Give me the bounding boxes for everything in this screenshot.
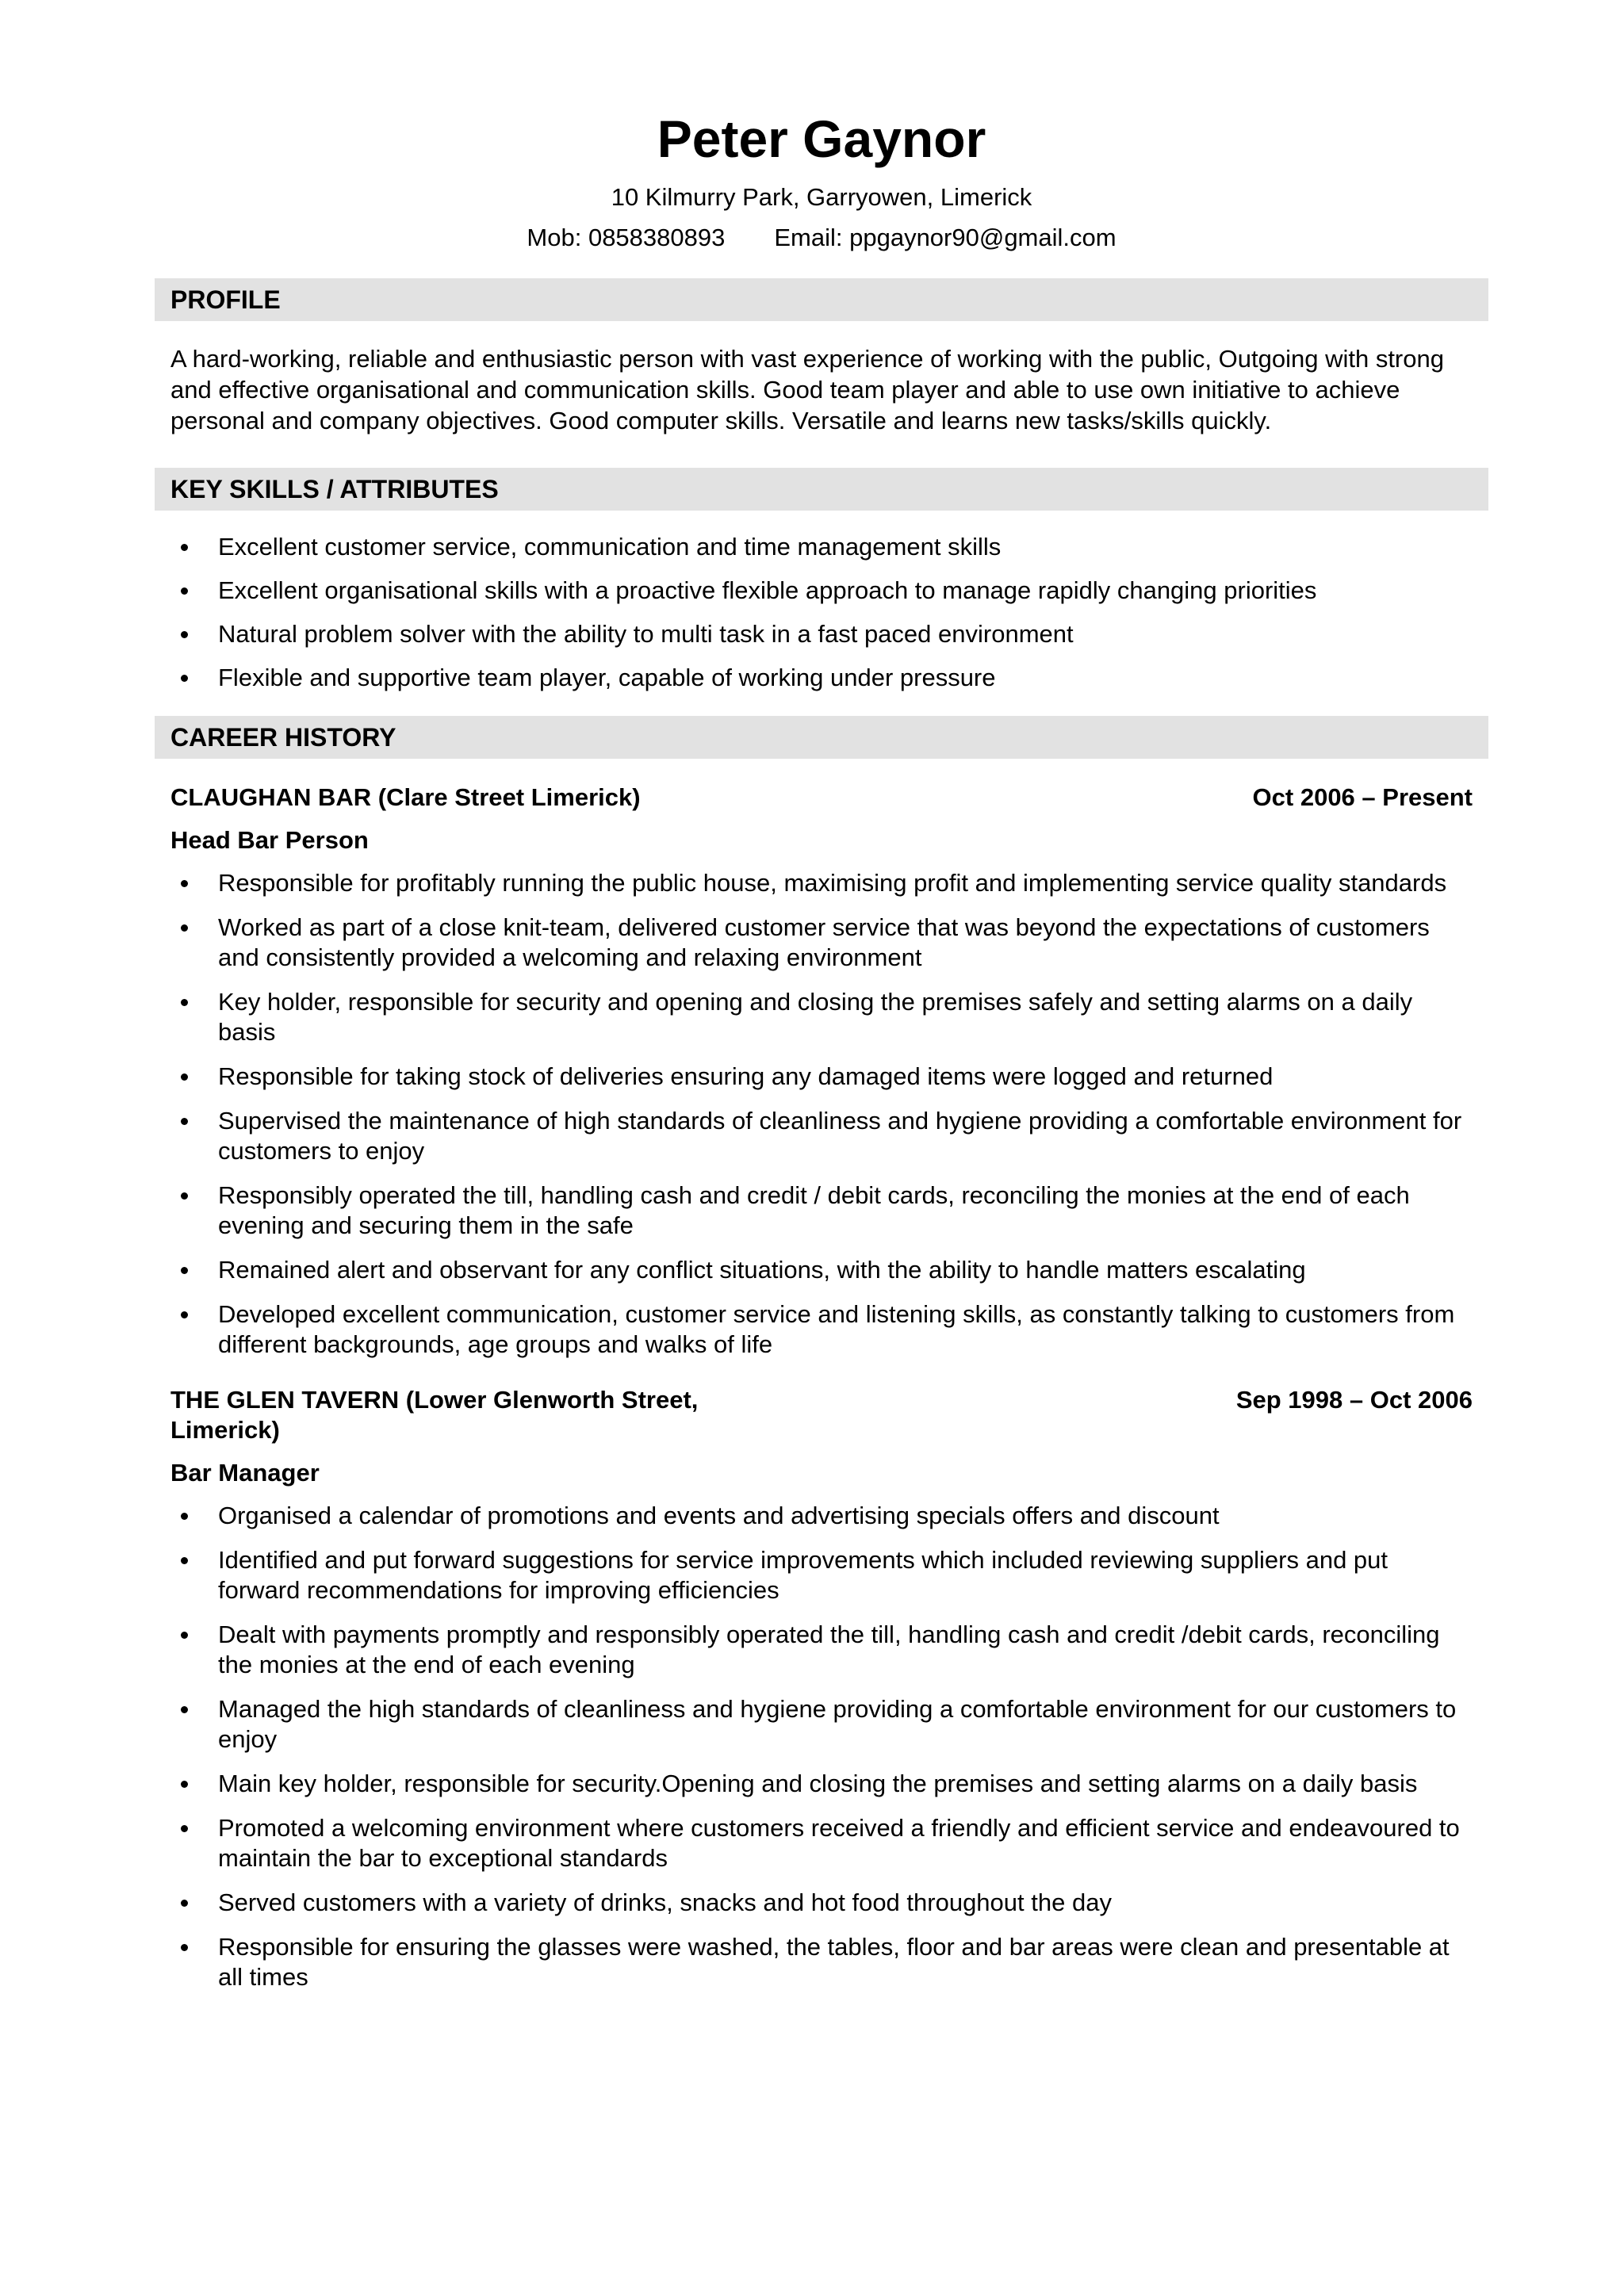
mobile-number: Mob: 0858380893 (527, 224, 726, 251)
employer-name: CLAUGHAN BAR (Clare Street Limerick) (170, 783, 641, 811)
bullet-icon (181, 1073, 188, 1081)
job-dates: Sep 1998 – Oct 2006 (1235, 1386, 1473, 1414)
bullet-icon (181, 880, 188, 887)
bullet-icon (181, 631, 188, 638)
list-item (155, 576, 1488, 606)
duty-text: Identified and put forward suggestions for service improvements which included reviewing suppliers and put forward recommendations for improving efficiencies (218, 1546, 1388, 1604)
job-title: Bar Manager (170, 1459, 320, 1487)
list-item (155, 1694, 1488, 1755)
duty-text: Organised a calendar of promotions and events and advertising specials offers and discount (218, 1502, 1220, 1529)
job-entry (155, 1385, 1488, 1992)
list-item (155, 868, 1488, 898)
bullet-icon (181, 1267, 188, 1274)
duty-text: Responsible for ensuring the glasses were washed, the tables, floor and bar areas were clean and presentable at all times (218, 1933, 1450, 1991)
list-item (155, 987, 1488, 1047)
skills-heading: KEY SKILLS / ATTRIBUTES (155, 468, 1488, 511)
duty-text: Responsibly operated the till, handling cash and credit / debit cards, reconciling the monies at the end of each evening and securing them in the safe (218, 1181, 1410, 1239)
profile-text: A hard-working, reliable and enthusiastic person with vast experience of working with the public, Outgoing with strong and effective organisational and communication skills. Good team player and able to use own initiative to achieve personal and company objectives. Good computer skills. Versatile and learns new tasks/skills quickly. (170, 345, 1444, 434)
duty-text: Developed excellent communication, customer service and listening skills, as constantly talking to customers from different backgrounds, age groups and walks of life (218, 1300, 1455, 1358)
skills-list (155, 532, 1488, 693)
skill-text: Natural problem solver with the ability to multi task in a fast paced environment (218, 620, 1074, 648)
list-item (155, 1932, 1488, 1992)
profile-heading: PROFILE (155, 278, 1488, 321)
employer-name: THE GLEN TAVERN (Lower Glenworth Street, Limerick) (170, 1386, 699, 1444)
bullet-icon (181, 1557, 188, 1564)
bullet-icon (181, 1311, 188, 1318)
list-item (155, 1255, 1488, 1285)
bullet-icon (181, 544, 188, 551)
address-line: 10 Kilmurry Park, Garryowen, Limerick (611, 183, 1032, 211)
candidate-name: Peter Gaynor (657, 109, 986, 168)
cv-content (155, 109, 1488, 2007)
duty-text: Key holder, responsible for security and opening and closing the premises safely and setting alarms on a daily basis (218, 988, 1413, 1046)
duty-text: Served customers with a variety of drinks, snacks and hot food throughout the day (218, 1888, 1112, 1916)
duty-text: Dealt with payments promptly and responsibly operated the till, handling cash and credit /debit cards, reconciling the monies at the end of each evening (218, 1621, 1440, 1678)
job-header (155, 783, 1488, 813)
list-item (155, 619, 1488, 649)
bullet-icon (181, 1825, 188, 1832)
list-item (155, 913, 1488, 973)
job-header (155, 1385, 1488, 1445)
bullet-icon (181, 1944, 188, 1951)
duties-list (155, 868, 1488, 1360)
duty-text: Responsible for profitably running the public house, maximising profit and implementing service quality standards (218, 869, 1447, 897)
bullet-icon (181, 1900, 188, 1907)
duty-text: Promoted a welcoming environment where customers received a friendly and efficient service and endeavoured to maintain the bar to exceptional standards (218, 1814, 1460, 1872)
list-item (155, 1501, 1488, 1531)
bullet-icon (181, 1632, 188, 1639)
bullet-icon (181, 1513, 188, 1520)
list-item (155, 1545, 1488, 1605)
list-item (155, 1769, 1488, 1799)
skill-text: Excellent organisational skills with a proactive flexible approach to manage rapidly changing priorities (218, 576, 1317, 604)
list-item (155, 1813, 1488, 1873)
bullet-icon (181, 1781, 188, 1788)
job-title: Head Bar Person (170, 826, 369, 854)
list-item (155, 1181, 1488, 1241)
list-item (155, 1620, 1488, 1680)
bullet-icon (181, 999, 188, 1006)
skill-text: Excellent customer service, communication and time management skills (218, 533, 1002, 561)
skill-text: Flexible and supportive team player, capable of working under pressure (218, 664, 996, 691)
bullet-icon (181, 1118, 188, 1125)
email-address: Email: ppgaynor90@gmail.com (774, 224, 1116, 251)
contact-line (155, 223, 1488, 253)
job-entry (155, 783, 1488, 1360)
job-dates: Oct 2006 – Present (1252, 783, 1473, 811)
list-item (155, 1062, 1488, 1092)
bullet-icon (181, 1192, 188, 1200)
bullet-icon (181, 924, 188, 932)
duty-text: Managed the high standards of cleanliness and hygiene providing a comfortable environment for our customers to enjoy (218, 1695, 1457, 1753)
duties-list (155, 1501, 1488, 1992)
list-item (155, 1106, 1488, 1166)
duty-text: Main key holder, responsible for security.Opening and closing the premises and setting alarms on a daily basis (218, 1770, 1418, 1797)
duty-text: Worked as part of a close knit-team, delivered customer service that was beyond the expectations of customers and consistently provided a welcoming and relaxing environment (218, 913, 1430, 971)
bullet-icon (181, 1706, 188, 1713)
duty-text: Supervised the maintenance of high standards of cleanliness and hygiene providing a comfortable environment for customers to enjoy (218, 1107, 1462, 1165)
bullet-icon (181, 675, 188, 682)
list-item (155, 663, 1488, 693)
list-item (155, 532, 1488, 562)
duty-text: Remained alert and observant for any conflict situations, with the ability to handle matters escalating (218, 1256, 1306, 1284)
bullet-icon (181, 587, 188, 595)
list-item (155, 1888, 1488, 1918)
career-heading: CAREER HISTORY (155, 716, 1488, 759)
list-item (155, 1299, 1488, 1360)
duty-text: Responsible for taking stock of deliveries ensuring any damaged items were logged and returned (218, 1062, 1274, 1090)
